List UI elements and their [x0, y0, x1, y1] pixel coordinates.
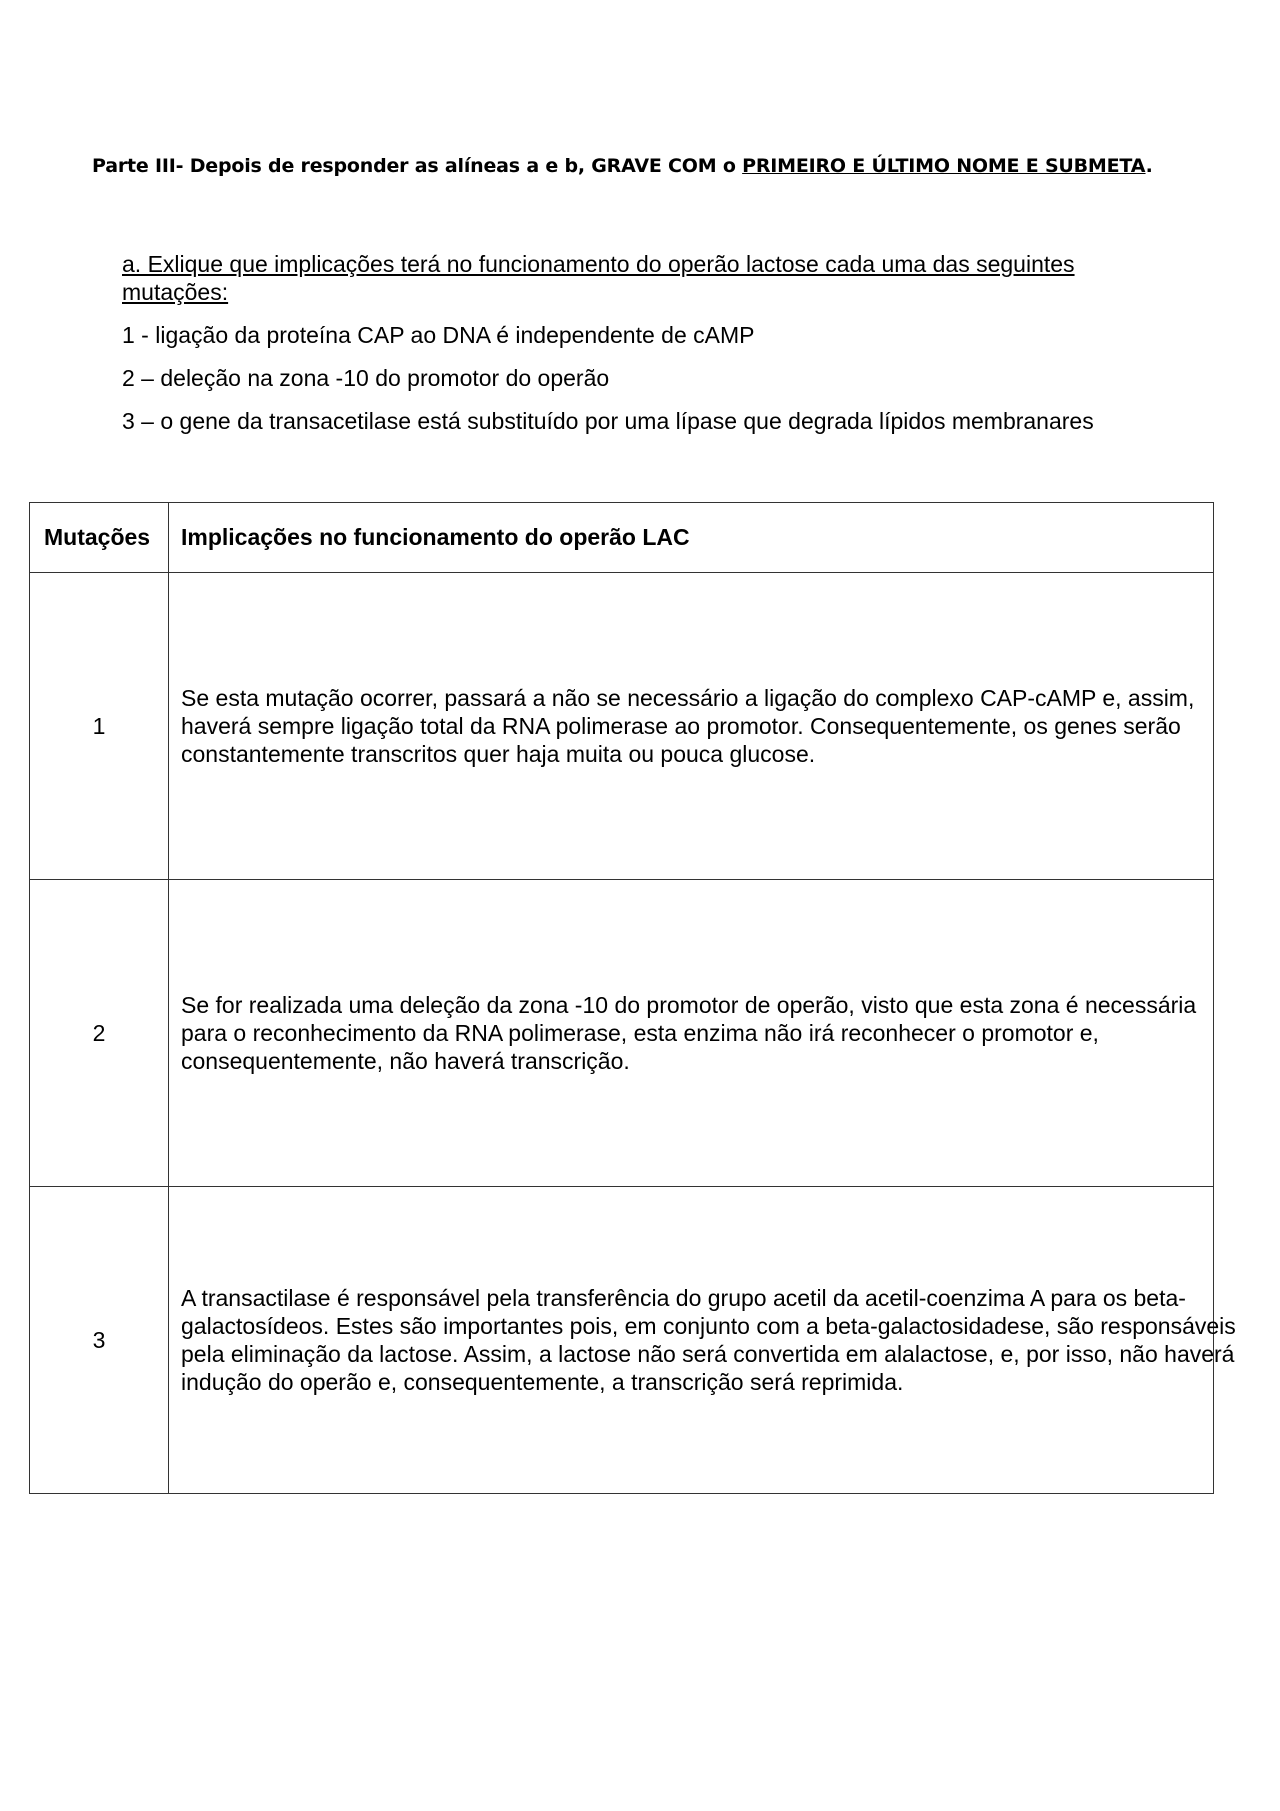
header-implicacoes: Implicações no funcionamento do operão LAC — [169, 503, 1214, 573]
implication-text: Se esta mutação ocorrer, passará a não se necessário a ligação do complexo CAP-cAMP e, assim, haverá sempre ligação total da RNA polimerase ao promotor. Consequentemente, os genes serão constantemente transcritos quer haja muita ou pouca glucose. — [181, 685, 1195, 767]
implication-cell — [169, 880, 1214, 1187]
implication-text: Se for realizada uma deleção da zona -10 do promotor de operão, visto que esta zona é necessária para o reconhecimento da RNA polimerase, esta enzima não irá reconhecer o promotor e, consequentemente, não haverá transcrição. — [181, 992, 1197, 1074]
implication-cell — [169, 573, 1214, 880]
heading-suffix: . — [1145, 155, 1153, 177]
implication-cell — [169, 1187, 1236, 1494]
table-row — [30, 880, 1214, 1187]
heading-underlined-instruction: PRIMEIRO E ÚLTIMO NOME E SUBMETA — [742, 155, 1146, 177]
question-item-2: 2 – deleção na zona -10 do promotor do operão — [122, 365, 610, 391]
question-intro: a. Exlique que implicações terá no funcionamento do operão lactose cada uma das seguintes mutações: — [122, 251, 1075, 305]
table-header-row — [30, 503, 1214, 573]
question-item-3: 3 – o gene da transacetilase está substituído por uma lípase que degrada lípidos membranares — [122, 408, 1094, 434]
mutation-number: 2 — [30, 880, 169, 1187]
mutation-number: 1 — [30, 573, 169, 880]
header-mutacoes: Mutações — [30, 503, 169, 573]
question-item-1: 1 - ligação da proteína CAP ao DNA é independente de cAMP — [122, 322, 755, 348]
heading-prefix: Parte III- Depois de responder as alíneas a e b, GRAVE COM o — [92, 155, 743, 177]
section-heading — [92, 155, 1153, 177]
mutation-number: 3 — [30, 1187, 169, 1494]
implication-text: A transactilase é responsável pela transferência do grupo acetil da acetil-coenzima A para os beta-galactosídeos. Estes são importantes pois, em conjunto com a beta-galactosidadese, são responsáveis pela eliminação da lactose. Assim, a lactose não será convertida em alalactose, e, por isso, não haverá indução do operão e, consequentemente, a transcrição será reprimida. — [181, 1285, 1236, 1395]
table-row — [30, 573, 1214, 880]
answers-table — [29, 502, 1236, 1494]
table-row — [30, 1187, 1214, 1494]
question-block — [122, 250, 1132, 450]
